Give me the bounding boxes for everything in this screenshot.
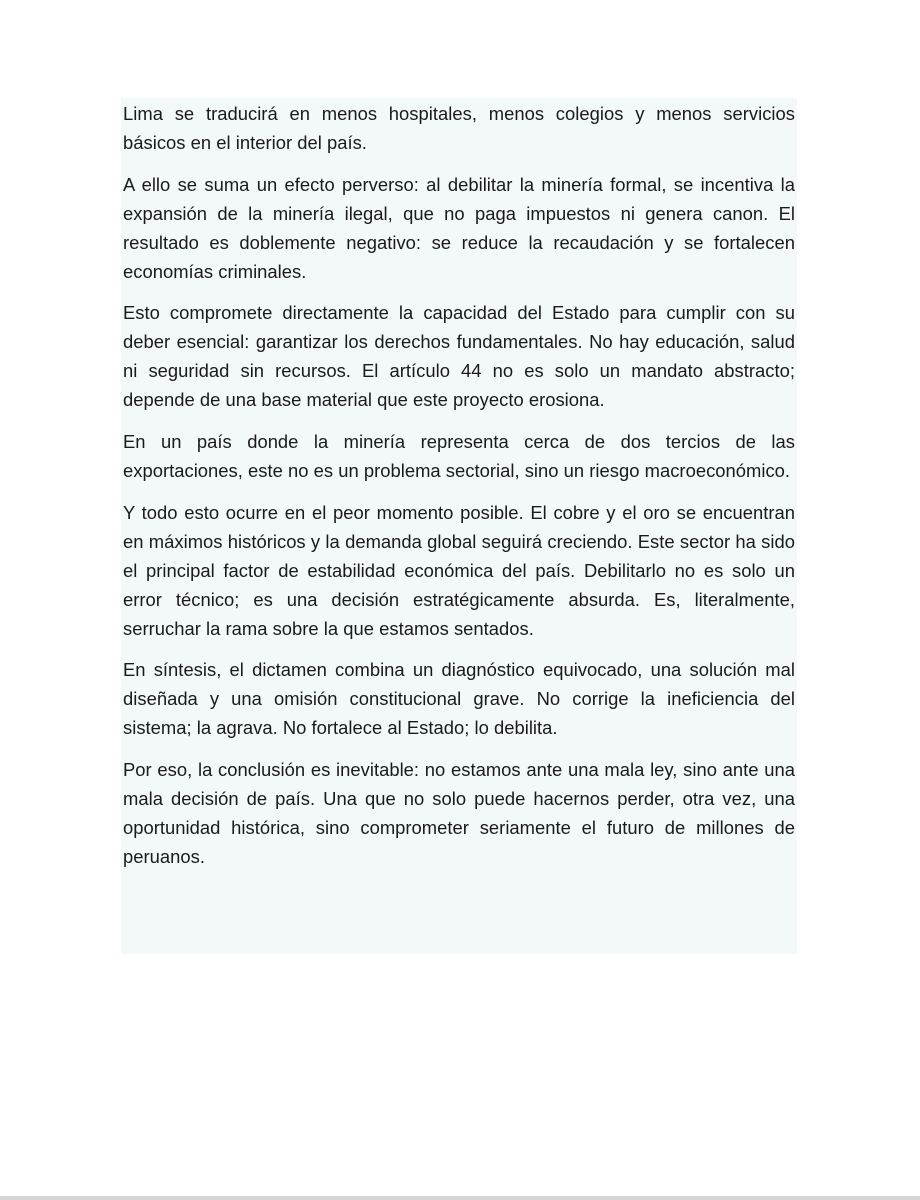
paragraph-6: En síntesis, el dictamen combina un diagnóstico equivocado, una solución mal diseñada y una omisión constitucional grave. No corrige la ineficiencia del sistema; la agrava. No fortalece al Estado; lo debilita.: [123, 659, 795, 739]
paragraph-5: Y todo esto ocurre en el peor momento posible. El cobre y el oro se encuentran en máximos históricos y la demanda global seguirá creciendo. Este sector ha sido el principal factor de estabilidad económica del país. Debilitarlo no es solo un error técnico; es una decisión estratégicamente absurda. Es, literalmente, serruchar la rama sobre la que estamos sentados.: [123, 501, 795, 639]
paragraph-7: Por eso, la conclusión es inevitable: no estamos ante una mala ley, sino ante una mala decisión de país. Una que no solo puede hacernos perder, otra vez, una oportunidad histórica, sino comprometer seriamente el futuro de millones de peruanos.: [123, 759, 795, 867]
paragraph-1: Lima se traducirá en menos hospitales, menos colegios y menos servicios básicos en el interior del país.: [123, 103, 795, 153]
paragraph-2: A ello se suma un efecto perverso: al debilitar la minería formal, se incentiva la expansión de la minería ilegal, que no paga impuestos ni genera canon. El resultado es doblemente negativo: se reduce la recaudación y se fortalecen economías criminales.: [123, 173, 795, 282]
highlighted-text-block: [121, 98, 797, 954]
page-bottom-divider: [0, 1196, 920, 1200]
paragraph-4: En un país donde la minería representa cerca de dos tercios de las exportaciones, este no es un problema sectorial, sino un riesgo macroeconómico.: [123, 431, 795, 481]
paragraph-3: Esto compromete directamente la capacidad del Estado para cumplir con su deber esencial: garantizar los derechos fundamentales. No hay educación, salud ni seguridad sin recursos. El artículo 44 no es solo un mandato abstracto; depende de una base material que este proyecto erosiona.: [123, 302, 795, 411]
